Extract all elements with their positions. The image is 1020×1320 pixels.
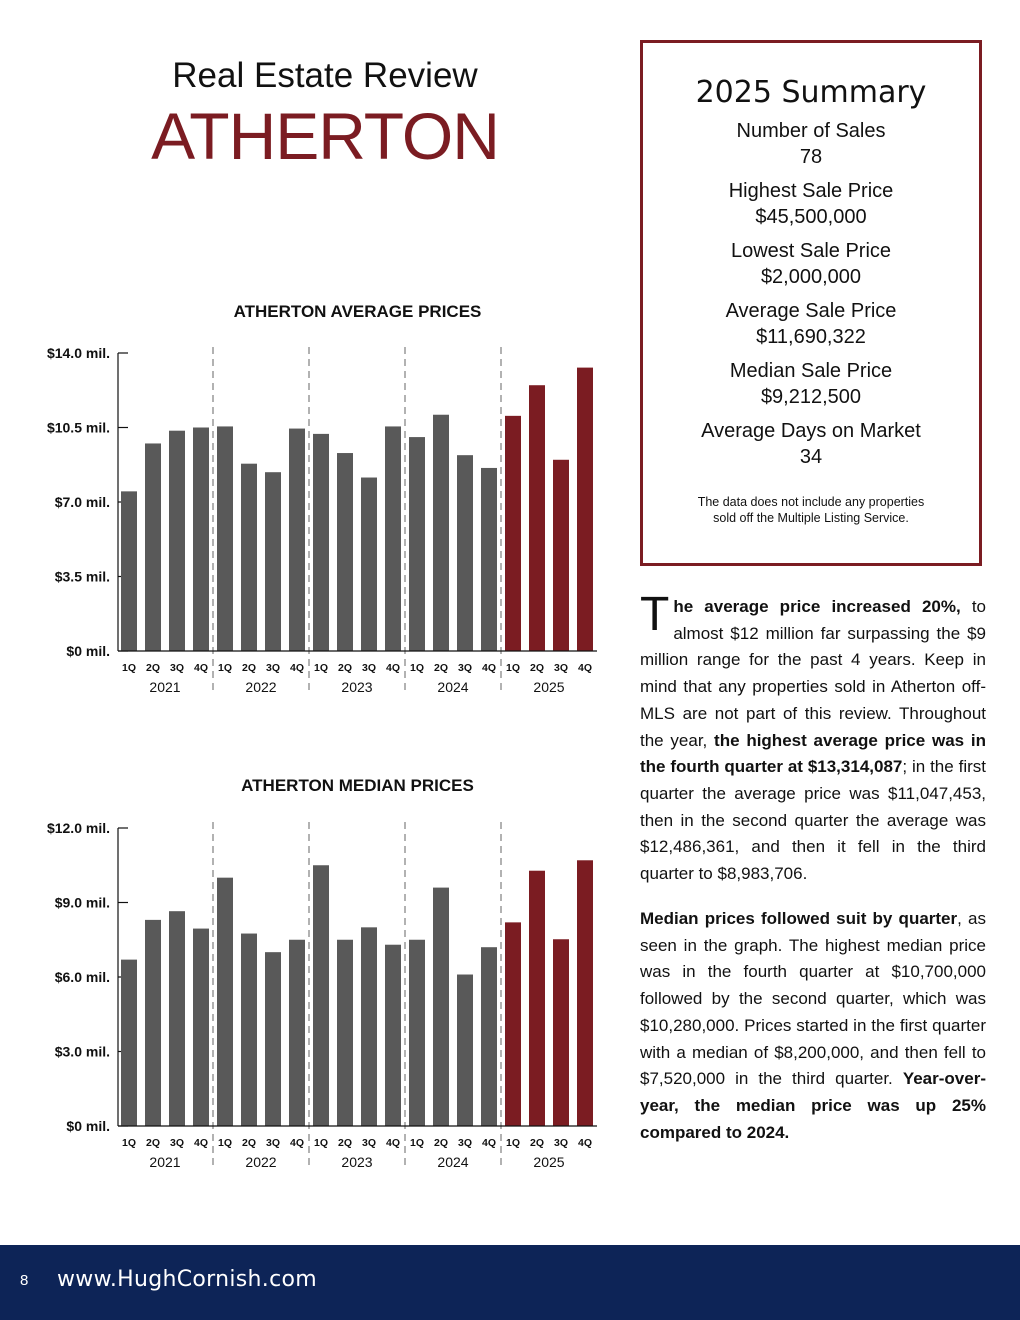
bar (193, 428, 209, 652)
year-label: 2021 (149, 679, 181, 695)
quarter-label: 2Q (241, 662, 257, 674)
bar (577, 860, 593, 1126)
quarter-label: 2Q (145, 1137, 161, 1149)
bar (361, 478, 377, 651)
bar (481, 947, 497, 1126)
year-label: 2024 (437, 1154, 469, 1170)
quarter-label: 3Q (265, 1137, 281, 1149)
bar (241, 934, 257, 1126)
bar (241, 464, 257, 651)
bar (193, 929, 209, 1126)
summary-panel (640, 40, 982, 566)
bar (553, 939, 569, 1126)
stat-label: Median Sale Price (729, 360, 893, 382)
bar (337, 940, 353, 1126)
median-prices-chart (0, 810, 620, 1180)
article-bold-text: Year-over-year, the median price was up 25% compared to 2024. (640, 1069, 986, 1142)
y-tick-label: $6.0 mil. (54, 969, 110, 985)
quarter-label: 4Q (385, 662, 401, 674)
year-label: 2023 (341, 679, 373, 695)
bar (289, 940, 305, 1126)
stat-label: Highest Sale Price (728, 180, 894, 202)
quarter-label: 4Q (481, 662, 497, 674)
summary-note (643, 494, 979, 526)
bar (121, 491, 137, 651)
average-chart-title: ATHERTON AVERAGE PRICES (233, 302, 482, 321)
quarter-label: 1Q (313, 662, 329, 674)
bar (121, 960, 137, 1126)
article-paragraph-average (640, 588, 987, 888)
article-text: ; in the first quarter the average price was $11,047,453, then in the second quarter the average was $12,486,361, and then it fell in the third quarter to $8,983,706. (640, 757, 986, 884)
bar (337, 453, 353, 651)
bar (529, 871, 545, 1126)
quarter-label: 1Q (505, 662, 521, 674)
bar (217, 426, 233, 651)
bar (385, 945, 401, 1126)
footer-bar (0, 1245, 1020, 1320)
bar (433, 415, 449, 651)
article-text: , as seen in the graph. The highest median price was in the fourth quarter at $10,700,000 followed by the second quarter, which was $10,280,000. Prices started in the first quarter with a median of $8,200,000, and then fell to $7,520,000 in the third quarter. (640, 909, 986, 1089)
median-chart-title: ATHERTON MEDIAN PRICES (241, 776, 474, 795)
quarter-label: 3Q (265, 662, 281, 674)
stat-value: $45,500,000 (755, 206, 867, 228)
quarter-label: 2Q (529, 662, 545, 674)
quarter-label: 3Q (553, 662, 569, 674)
bar (361, 927, 377, 1126)
year-label: 2025 (533, 679, 565, 695)
website-link[interactable]: www.HughCornish.com (57, 1267, 317, 1292)
quarter-label: 4Q (193, 662, 209, 674)
bar (145, 920, 161, 1126)
bar (409, 940, 425, 1126)
y-tick-label: $0 mil. (66, 643, 110, 659)
year-label: 2021 (149, 1154, 181, 1170)
quarter-label: 2Q (145, 662, 161, 674)
year-label: 2023 (341, 1154, 373, 1170)
quarter-label: 4Q (481, 1137, 497, 1149)
stat-value: $2,000,000 (760, 266, 862, 288)
bar (529, 385, 545, 651)
summary-title: 2025 Summary (695, 75, 927, 110)
quarter-label: 2Q (529, 1137, 545, 1149)
y-tick-label: $7.0 mil. (54, 494, 110, 510)
quarter-label: 3Q (457, 662, 473, 674)
stat-label: Lowest Sale Price (730, 240, 892, 262)
quarter-label: 4Q (193, 1137, 209, 1149)
bar (145, 443, 161, 651)
bar (457, 455, 473, 651)
stat-label: Average Sale Price (725, 300, 897, 322)
quarter-label: 4Q (289, 662, 305, 674)
quarter-label: 1Q (217, 1137, 233, 1149)
bar (433, 888, 449, 1126)
stat-value: $9,212,500 (760, 386, 862, 408)
bar (313, 434, 329, 651)
quarter-label: 2Q (433, 662, 449, 674)
bar (457, 975, 473, 1126)
quarter-label: 1Q (409, 662, 425, 674)
quarter-label: 1Q (313, 1137, 329, 1149)
stat-value: 34 (799, 446, 823, 468)
y-tick-label: $12.0 mil. (46, 820, 110, 836)
quarter-label: 1Q (121, 1137, 137, 1149)
year-label: 2022 (245, 1154, 277, 1170)
year-label: 2025 (533, 1154, 565, 1170)
quarter-label: 1Q (121, 662, 137, 674)
year-label: 2024 (437, 679, 469, 695)
year-label: 2022 (245, 679, 277, 695)
stat-label: Average Days on Market (701, 420, 921, 442)
bar (577, 368, 593, 651)
stat-value: $11,690,322 (756, 326, 866, 348)
quarter-label: 1Q (505, 1137, 521, 1149)
article-bold-text: he average price increased 20%, (673, 597, 961, 616)
bar (265, 952, 281, 1126)
quarter-label: 2Q (433, 1137, 449, 1149)
bar (505, 922, 521, 1126)
y-tick-label: $0 mil. (66, 1118, 110, 1134)
article-paragraph-median (640, 906, 986, 1146)
bar (481, 468, 497, 651)
article-bold-text: Median prices followed suit by quarter (640, 909, 958, 928)
drop-cap: T (640, 588, 670, 641)
y-tick-label: $3.5 mil. (54, 568, 110, 585)
y-tick-label: $14.0 mil. (46, 345, 110, 361)
stat-highest-sale-price (643, 178, 979, 230)
y-tick-label: $9.0 mil. (54, 894, 110, 911)
quarter-label: 1Q (409, 1137, 425, 1149)
y-tick-label: $10.5 mil. (46, 419, 110, 436)
y-tick-label: $3.0 mil. (54, 1043, 110, 1060)
article-bold-text: the highest average price was in the fourth quarter at $13,314,087 (640, 730, 986, 777)
quarter-label: 4Q (289, 1137, 305, 1149)
article-text: to almost $12 million far surpassing the $9 million range for the past 4 years. Keep in mind that any properties sold in Atherton off-MLS are not part of this review. Throughout the year, (640, 597, 987, 750)
bar (289, 429, 305, 651)
quarter-label: 4Q (577, 662, 593, 674)
quarter-label: 3Q (361, 662, 377, 674)
quarter-label: 2Q (241, 1137, 257, 1149)
bar (385, 426, 401, 651)
stat-lowest-sale-price (643, 238, 979, 290)
bar (409, 437, 425, 651)
page-title: ATHERTON (151, 99, 499, 173)
quarter-label: 3Q (169, 662, 185, 674)
quarter-label: 2Q (337, 1137, 353, 1149)
stat-average-sale-price (643, 298, 979, 350)
stat-number-of-sales (643, 118, 979, 170)
bar (169, 911, 185, 1126)
quarter-label: 3Q (361, 1137, 377, 1149)
stat-median-sale-price (643, 358, 979, 410)
quarter-label: 2Q (337, 662, 353, 674)
stat-value: 78 (799, 146, 823, 168)
summary-note-line: The data does not include any properties (697, 495, 925, 509)
summary-note-line: sold off the Multiple Listing Service. (713, 511, 909, 525)
quarter-label: 3Q (169, 1137, 185, 1149)
bar (169, 431, 185, 651)
bar (505, 416, 521, 651)
average-prices-chart (0, 335, 620, 705)
page-number: 8 (20, 1272, 29, 1289)
bar (265, 472, 281, 651)
bar (313, 865, 329, 1126)
stat-label: Number of Sales (736, 120, 886, 142)
quarter-label: 3Q (553, 1137, 569, 1149)
stat-average-days-on-market (643, 418, 979, 470)
bar (217, 878, 233, 1126)
quarter-label: 4Q (577, 1137, 593, 1149)
quarter-label: 4Q (385, 1137, 401, 1149)
quarter-label: 1Q (217, 662, 233, 674)
bar (553, 460, 569, 651)
page-kicker: Real Estate Review (172, 56, 478, 95)
quarter-label: 3Q (457, 1137, 473, 1149)
